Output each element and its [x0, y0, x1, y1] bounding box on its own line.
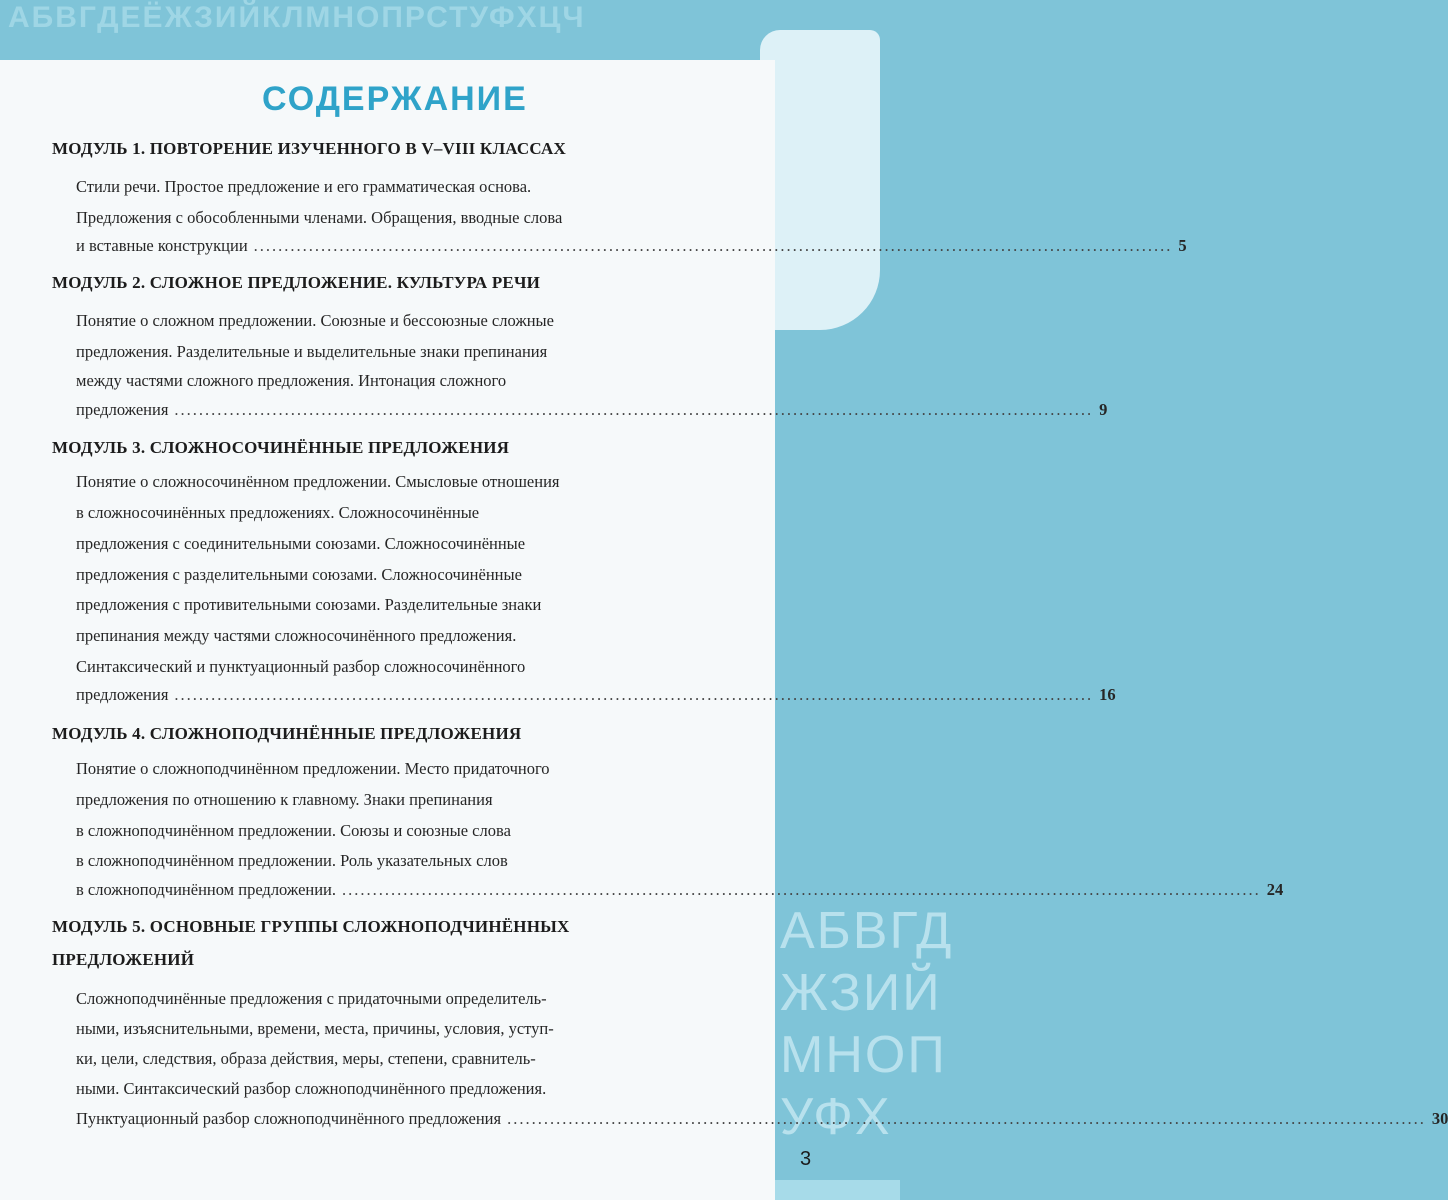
- side-letters-row: ЖЗИЙ: [780, 964, 942, 1022]
- toc-entry-last-line[interactable]: в сложноподчинённом предложении. ..... 24: [76, 875, 764, 905]
- leader-dots: [507, 1104, 1426, 1134]
- module-heading[interactable]: МОДУЛЬ 4. СЛОЖНОПОДЧИНЁННЫЕ ПРЕДЛОЖЕНИЯ: [52, 724, 522, 743]
- toc-line: предложения. Разделительные и выделительные знаки препинания: [76, 342, 548, 361]
- module-heading[interactable]: МОДУЛЬ 3. СЛОЖНОСОЧИНЁННЫЕ ПРЕДЛОЖЕНИЯ: [52, 438, 510, 457]
- module-heading-continued[interactable]: ПРЕДЛОЖЕНИЙ: [52, 950, 195, 969]
- leader-dots: [342, 875, 1261, 905]
- toc-line: предложения по отношению к главному. Знаки препинания: [76, 790, 493, 809]
- toc-line: Сложноподчинённые предложения с придаточными определитель-: [76, 989, 547, 1008]
- page-ref: 9: [1099, 400, 1108, 419]
- toc-line: Понятие о сложносочинённом предложении. Смысловые отношения: [76, 472, 560, 491]
- toc-line: в сложноподчинённом предложении. Роль указательных слов: [76, 851, 508, 870]
- decorative-letter-shape: [760, 30, 880, 330]
- alphabet-strip: АБВГДЕЁЖЗИЙКЛМНОПРСТУФХЦЧ: [8, 1, 586, 34]
- toc-entry-last-line[interactable]: Пунктуационный разбор сложноподчинённого предложения ..... 30: [76, 1104, 764, 1134]
- leader-dots: [174, 395, 1093, 425]
- side-letters-row: АБВГД: [780, 902, 954, 960]
- toc-line: Понятие о сложноподчинённом предложении. Место придаточного: [76, 759, 550, 778]
- leader-dots: [254, 231, 1173, 261]
- toc-entry-last-line[interactable]: и вставные конструкции ..... 5: [76, 231, 764, 261]
- page-ref: 5: [1178, 236, 1187, 255]
- module-heading[interactable]: МОДУЛЬ 5. ОСНОВНЫЕ ГРУППЫ СЛОЖНОПОДЧИНЁННЫХ: [52, 917, 570, 936]
- toc-entry-last-line[interactable]: предложения ..... 9: [76, 395, 764, 425]
- toc-line: в сложносочинённых предложениях. Сложносочинённые: [76, 503, 480, 522]
- page-number: 3: [800, 1148, 812, 1170]
- leader-dots: [174, 680, 1093, 710]
- module-heading[interactable]: МОДУЛЬ 2. СЛОЖНОЕ ПРЕДЛОЖЕНИЕ. КУЛЬТУРА РЕЧИ: [52, 273, 541, 292]
- toc-line: в сложноподчинённом предложении. Союзы и союзные слова: [76, 821, 511, 840]
- toc-line: предложения с соединительными союзами. Сложносочинённые: [76, 534, 526, 553]
- toc-line: Предложения с обособленными членами. Обращения, вводные слова: [76, 208, 563, 227]
- toc-line: препинания между частями сложносочинённого предложения.: [76, 626, 517, 645]
- module-heading[interactable]: МОДУЛЬ 1. ПОВТОРЕНИЕ ИЗУЧЕННОГО В V–VIII КЛАССАХ: [52, 139, 566, 158]
- page-ref: 24: [1266, 880, 1284, 899]
- toc-entry-last-line[interactable]: предложения ..... 16: [76, 680, 764, 710]
- toc-line: Стили речи. Простое предложение и его грамматическая основа.: [76, 177, 532, 196]
- toc-line: предложения с противительными союзами. Разделительные знаки: [76, 595, 542, 614]
- toc-line: между частями сложного предложения. Интонация сложного: [76, 371, 507, 390]
- toc-line: предложения с разделительными союзами. Сложносочинённые: [76, 565, 522, 584]
- toc-line: ными. Синтаксический разбор сложноподчинённого предложения.: [76, 1079, 547, 1098]
- page-ref: 16: [1099, 685, 1116, 704]
- toc-line: ки, цели, следствия, образа действия, меры, степени, сравнитель-: [76, 1049, 536, 1068]
- page-title: СОДЕРЖАНИЕ: [262, 80, 528, 118]
- side-letters-row: УФХ: [780, 1088, 892, 1146]
- side-letters-row: МНОП: [780, 1026, 947, 1084]
- page-ref: 30: [1431, 1109, 1448, 1128]
- toc-line: Понятие о сложном предложении. Союзные и бессоюзные сложные: [76, 311, 554, 330]
- toc-line: ными, изъяснительными, времени, места, причины, условия, уступ-: [76, 1019, 554, 1038]
- toc-line: Синтаксический и пунктуационный разбор сложносочинённого: [76, 657, 526, 676]
